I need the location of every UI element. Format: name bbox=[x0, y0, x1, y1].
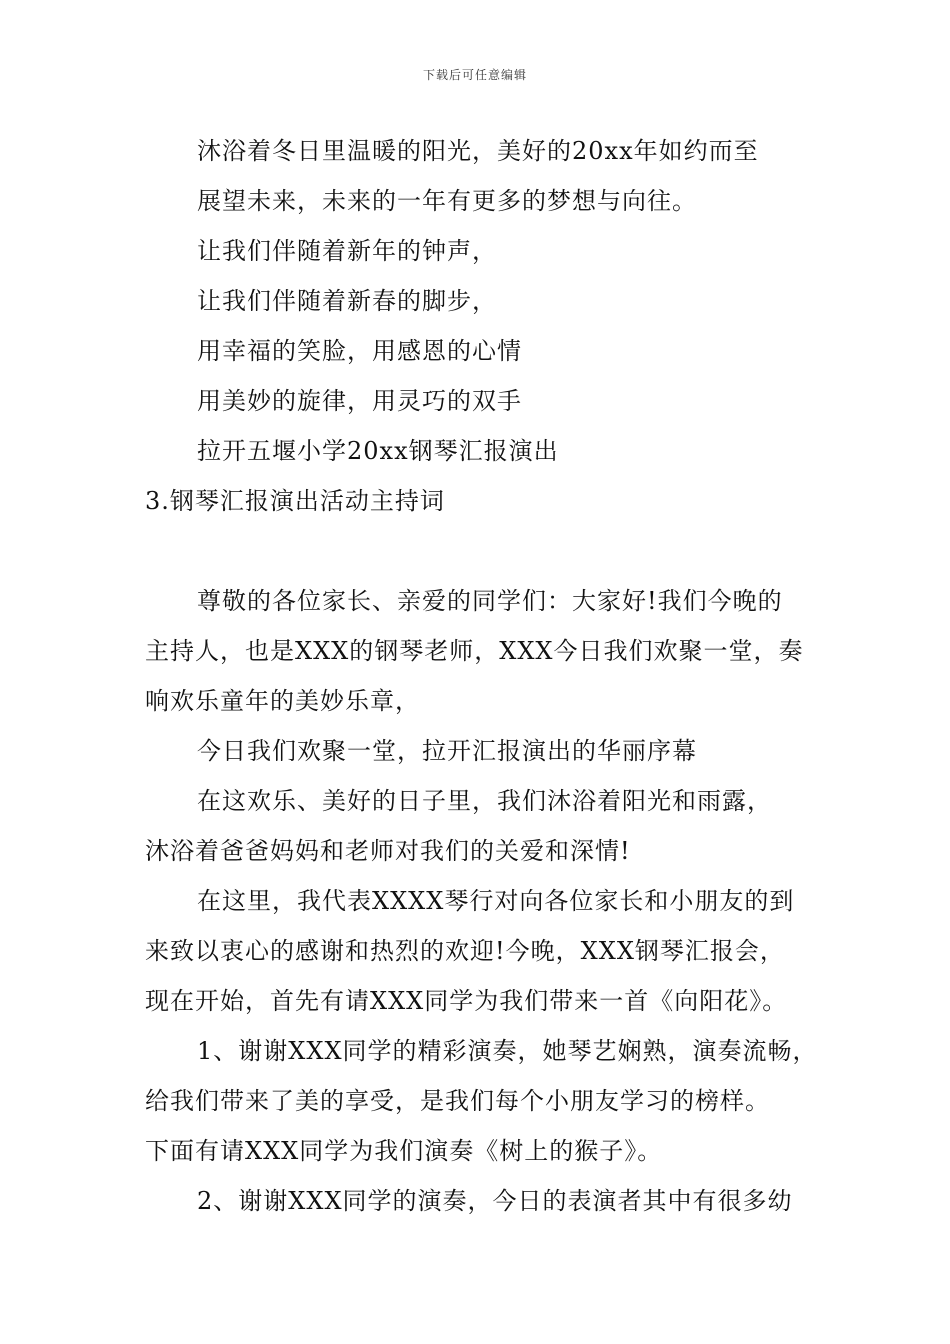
paragraph bbox=[145, 776, 815, 876]
paragraph bbox=[145, 726, 815, 776]
blank-spacer bbox=[145, 526, 815, 576]
poem-line: 让我们伴随着新春的脚步， bbox=[197, 287, 497, 315]
paragraph-line: 下面有请XXX同学为我们演奏《树上的猴子》。 bbox=[145, 1137, 663, 1165]
paragraph-line: 来致以衷心的感谢和热烈的欢迎!今晚，XXX钢琴汇报会， bbox=[145, 937, 785, 965]
paragraph-line: 2、谢谢XXX同学的演奏，今日的表演者其中有很多幼 bbox=[197, 1187, 793, 1215]
paragraph-line: 响欢乐童年的美妙乐章， bbox=[145, 687, 420, 715]
paragraph bbox=[145, 1176, 815, 1226]
paragraph-line: 主持人，也是XXX的钢琴老师，XXX今日我们欢聚一堂，奏 bbox=[145, 637, 804, 665]
paragraph-line: 沐浴着爸爸妈妈和老师对我们的关爱和深情! bbox=[145, 837, 631, 865]
paragraph bbox=[145, 876, 815, 1026]
document-body bbox=[145, 126, 818, 1226]
poem-line: 展望未来，未来的一年有更多的梦想与向往。 bbox=[197, 187, 697, 215]
paragraph-line: 1、谢谢XXX同学的精彩演奏，她琴艺娴熟，演奏流畅， bbox=[197, 1037, 818, 1065]
paragraph-line: 在这里，我代表XXXX琴行对向各位家长和小朋友的到 bbox=[197, 887, 795, 915]
section-heading: 3.钢琴汇报演出活动主持词 bbox=[145, 487, 445, 515]
paragraph bbox=[145, 1026, 818, 1176]
poem-line: 让我们伴随着新年的钟声， bbox=[197, 237, 497, 265]
paragraph-line: 在这欢乐、美好的日子里，我们沐浴着阳光和雨露， bbox=[197, 787, 772, 815]
poem-line: 用美妙的旋律，用灵巧的双手 bbox=[197, 387, 522, 415]
paragraph-line: 现在开始，首先有请XXX同学为我们带来一首《向阳花》。 bbox=[145, 987, 788, 1015]
paragraph-line: 给我们带来了美的享受，是我们每个小朋友学习的榜样。 bbox=[145, 1087, 770, 1115]
paragraph bbox=[145, 576, 815, 726]
header-note: 下载后可任意编辑 bbox=[422, 68, 527, 82]
poem-line: 用幸福的笑脸，用感恩的心情 bbox=[197, 337, 522, 365]
poem-line: 沐浴着冬日里温暖的阳光，美好的20xx年如约而至 bbox=[197, 137, 759, 165]
paragraph-line: 尊敬的各位家长、亲爱的同学们：大家好!我们今晚的 bbox=[197, 587, 783, 615]
poem-line: 拉开五堰小学20xx钢琴汇报演出 bbox=[197, 437, 559, 465]
paragraph-line: 今日我们欢聚一堂，拉开汇报演出的华丽序幕 bbox=[197, 737, 697, 765]
